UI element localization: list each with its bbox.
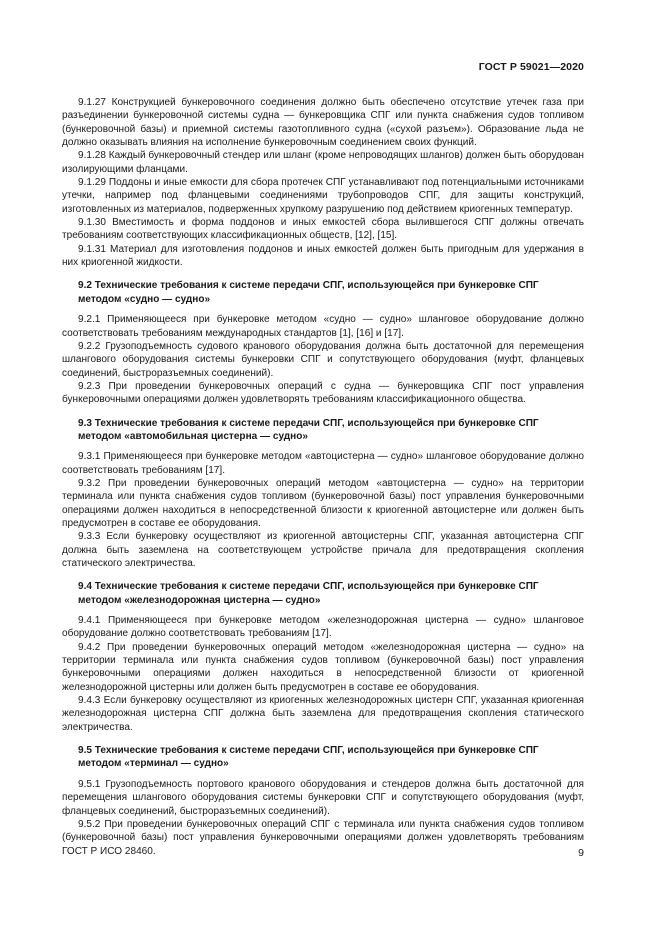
paragraph-9-4-3: 9.4.3 Если бункеровку осуществляют из криогенных железнодорожных цистерн СПГ, указанная криогенная железнодорожная цистерна СПГ должна быть заземлена для предотвращения скопления статического электричества. (62, 695, 584, 733)
page-number: 9 (578, 847, 584, 859)
section-heading-9-5: 9.5 Технические требования к системе передачи СПГ, использующейся при бункеровке СПГ методом «терминал — судно» (78, 745, 539, 770)
paragraph-9-2-1: 9.2.1 Применяющееся при бункеровке методом «судно — судно» шланговое оборудование должно соответствовать требованиям международных стандартов [1], [16] и [17]. (62, 314, 584, 339)
paragraph-9-5-1: 9.5.1 Грузоподъемность портового кранового оборудования и стендеров должна быть достаточной для перемещения шлангового оборудования системы бункеровки СПГ и сопутствующего оборудования (муфт, фланцевых соединений, быстроразъемных соединений). (62, 778, 584, 817)
paragraph-9-3-1: 9.3.1 Применяющееся при бункеровке методом «автоцистерна — судно» шланговое оборудование должно соответствовать требованиям [17]. (62, 451, 584, 476)
section-heading-9-4: 9.4 Технические требования к системе передачи СПГ, использующейся при бункеровке СПГ методом «железнодорожная цистерна — судно» (78, 581, 539, 606)
paragraph-9-4-2: 9.4.2 При проведении бункеровочных операций методом «железнодорожная цистерна — судно» на территории терминала или пункта снабжения судов топливом (бункеровочной базы) пост управления бункеровочными операциями должен находиться в непосредственной близости от криогенной железнодорожной цистерны или должен быть предусмотрен в составе ее оборудования. (62, 641, 584, 693)
paragraph-9-4-1: 9.4.1 Применяющееся при бункеровке методом «железнодорожная цистерна — судно» шланговое оборудование должно соответствовать требованиям [17]. (62, 615, 584, 640)
paragraph-9-5-2: 9.5.2 При проведении бункеровочных операций СПГ с терминала или пункта снабжения судов топливом (бункеровочной базы) пост управления бункеровочными операциями должен удовлетворять требованиям ГОСТ Р ИСО 28460. (62, 818, 584, 857)
paragraph-9-1-28: 9.1.28 Каждый бункеровочный стендер или шланг (кроме непроводящих шлангов) должен быть оборудован изолирующими фланцами. (62, 150, 584, 175)
paragraph-9-2-2: 9.2.2 Грузоподъемность судового кранового оборудования должна быть достаточной для перемещения шлангового оборудования системы бункеровки СПГ и сопутствующего оборудования (муфт, фланцевых соединений, быстроразъемных соединений). (62, 340, 584, 379)
paragraph-9-1-29: 9.1.29 Поддоны и иные емкости для сбора протечек СПГ устанавливают под потенциальными источниками утечки, например под фланцевыми соединениями трубопроводов СПГ, для защиты конструкций, изготовленных из материалов, подверженных хрупкому разрушению под действием криогенных температур. (62, 177, 584, 215)
paragraph-9-1-30: 9.1.30 Вместимость и форма поддонов и иных емкостей сбора вылившегося СПГ должны отвечать требованиям соответствующих классификационных обществ, [12], [15]. (62, 217, 584, 242)
paragraph-9-1-31: 9.1.31 Материал для изготовления поддонов и иных емкостей должен быть пригодным для удержания в них криогенной жидкости. (62, 243, 584, 269)
document-body (62, 96, 584, 858)
paragraph-9-3-2: 9.3.2 При проведении бункеровочных операций методом «автоцистерна — судно» на территории терминала или пункта снабжения судов топливом (бункеровочной базы) пост управления бункеровочными операциями должен находиться в непосредственной близости к криогенной автоцистерне или должен быть предусмотрен в составе ее оборудования. (62, 477, 584, 529)
document-standard-header: ГОСТ Р 59021—2020 (478, 61, 584, 73)
paragraph-9-3-3: 9.3.3 Если бункеровку осуществляют из криогенной автоцистерны СПГ, указанная автоцистерна СПГ должна быть заземлена на соответствующем устройстве причала для предотвращения скопления статического электричества. (62, 531, 584, 569)
section-heading-9-2: 9.2 Технические требования к системе передачи СПГ, использующейся при бункеровке СПГ методом «судно — судно» (78, 280, 539, 305)
paragraph-9-2-3: 9.2.3 При проведении бункеровочных операций с судна — бункеровщика СПГ пост управления бункеровочными операциями должен удовлетворять требованиям классификационного общества. (62, 380, 584, 406)
paragraph-9-1-27: 9.1.27 Конструкцией бункеровочного соединения должно быть обеспечено отсутствие утечек газа при разъединении бункеровочной системы судна — бункеровщика СПГ или пункта снабжения судов топливом (бункеровочной базы) и приемной системы газотопливного судна («сухой разъем»). Образование льда не должно оказывать влияния на исполнение бункеровочным соединением своих функций. (62, 97, 584, 149)
section-heading-9-3: 9.3 Технические требования к системе передачи СПГ, использующейся при бункеровке СПГ методом «автомобильная цистерна — судно» (78, 417, 539, 442)
